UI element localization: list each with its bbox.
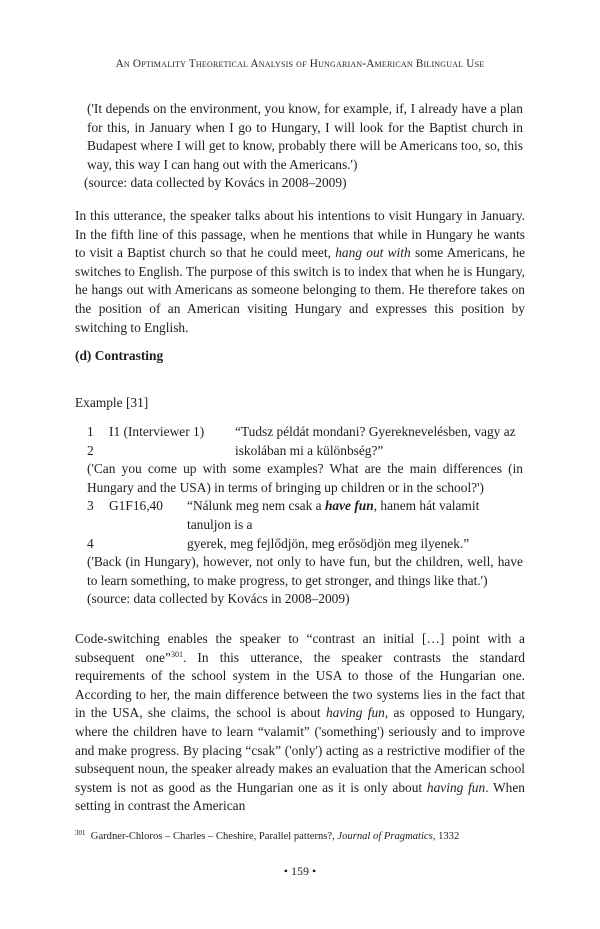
footnote bbox=[75, 830, 525, 844]
example-source: (source: data collected by Kovács in 2008–2009) bbox=[87, 591, 350, 607]
para2-text-a: Code-switching enables the speaker to “contrast an initial […] point with a subsequent one” bbox=[75, 631, 525, 665]
para1-text-a: In this utterance, the speaker talks about his intentions to visit Hungary in January. In the fifth line of this passage, when he mentions that while in Hungary he wants to visit a Baptist church so that he could meet, bbox=[75, 208, 525, 261]
utterance-text: tanuljon is a bbox=[187, 516, 253, 532]
utterance-text: “Tudsz példát mondani? Gyereknevelésben, vagy az bbox=[235, 424, 516, 439]
example-block bbox=[75, 423, 523, 609]
para2-text-d: . When setting in contrast the American bbox=[75, 779, 525, 814]
line-number: 3 bbox=[87, 498, 94, 514]
utterance-text: iskolában mi a különbség?” bbox=[235, 442, 384, 458]
example-translation-2: ('Back (in Hungary), however, not only to have fun, but the children, well, have to learn something, to make progress, to get stronger, and things like that.') bbox=[87, 554, 523, 588]
para2-text-c: , as opposed to Hungary, where the children have to learn “valamit” ('something') seriously and to improve and make progress. By placing “csak” ('only') acting as a restrictive modifier of the subsequent noun, the speaker already makes an evaluation that the American school system is not as good as the Hungarian one as it is only about bbox=[75, 705, 526, 795]
quote-source: (source: data collected by Kovács in 2008–2009) bbox=[84, 175, 347, 191]
example-line-4 bbox=[87, 535, 523, 554]
para1-text-b: some Americans, he switches to English. The purpose of this switch is to index that when he is Hungary, he hangs out with Americans as someone belonging to them. He therefore takes on the position of an American visiting Hungary and expresses this position by switching to English. bbox=[75, 245, 526, 335]
para2-text-b: . In this utterance, the speaker contrasts the standard requirements of the school system in the USA to those of the Hungarian one. According to her, the main difference between the two systems lies in the fact that in the USA, she claims, the school is about bbox=[75, 649, 525, 721]
utterance-text: “Nálunk meg nem csak a bbox=[187, 498, 325, 514]
running-head: An Optimality Theoretical Analysis of Hungarian-American Bilingual Use bbox=[115, 58, 485, 70]
example-line-1 bbox=[87, 423, 523, 442]
utterance-text: gyerek, meg fejlődjön, meg erősödjön meg ilyenek.” bbox=[187, 535, 470, 551]
footnote-text: Gardner-Chloros – Charles – Cheshire, Parallel patterns?, bbox=[90, 831, 338, 842]
utterance-text: , hanem hát valamit bbox=[373, 498, 480, 514]
para1-emphasis: hang out with bbox=[335, 245, 411, 261]
example-line-3b bbox=[87, 516, 523, 535]
code-switch-emphasis: have fun bbox=[324, 498, 374, 514]
quote-translation-block bbox=[75, 100, 523, 193]
speaker-label: I1 (Interviewer 1) bbox=[109, 424, 205, 439]
example-label: Example [31] bbox=[75, 395, 149, 410]
line-number: 1 bbox=[87, 424, 94, 439]
example-translation-1: ('Can you come up with some examples? What are the main differences (in Hungary and the USA) in terms of bringing up children or in the school?') bbox=[87, 461, 523, 495]
page-number: • 159 • bbox=[283, 864, 317, 878]
paragraph-1 bbox=[75, 207, 525, 337]
footnote-tail: , 1332 bbox=[432, 831, 460, 842]
speaker-label: G1F16,40 bbox=[109, 498, 163, 514]
quote-translation: ('It depends on the environment, you know, for example, if, I already have a plan for this, in January when I go to Hungary, I will look for the Baptist church in Budapest where I will get to know, probably there will be Americans too, so, this way, this way I can hang out with the Americans.') bbox=[87, 101, 523, 172]
footnote-journal: Journal of Pragmatics bbox=[337, 831, 433, 842]
example-line-2 bbox=[87, 442, 523, 461]
line-number: 4 bbox=[87, 535, 94, 551]
section-heading: (d) Contrasting bbox=[75, 348, 164, 363]
example-line-3 bbox=[87, 497, 523, 516]
footnote-reference[interactable]: 301 bbox=[170, 649, 183, 659]
line-number: 2 bbox=[87, 442, 94, 458]
para2-emphasis-1: having fun bbox=[325, 705, 385, 721]
para2-emphasis-2: having fun bbox=[426, 779, 486, 795]
paragraph-2 bbox=[75, 630, 525, 816]
footnote-number: 301 bbox=[75, 829, 86, 837]
